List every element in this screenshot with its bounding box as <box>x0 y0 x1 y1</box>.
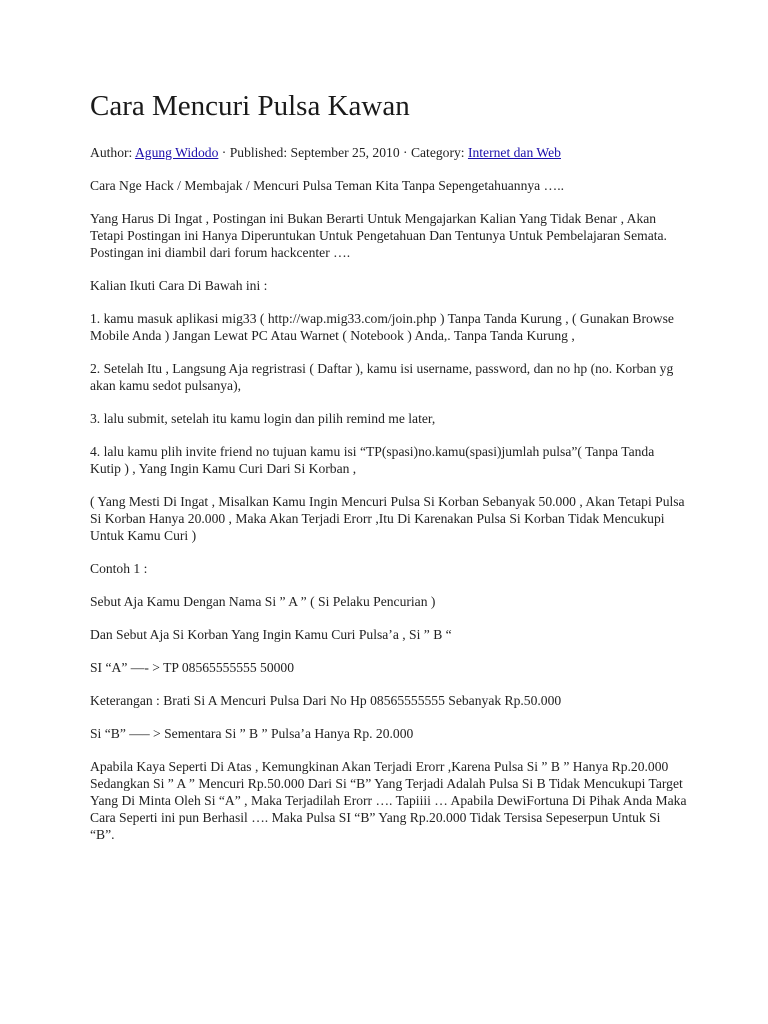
paragraph-conclusion: Apabila Kaya Seperti Di Atas , Kemungkinan Akan Terjadi Erorr ,Karena Pulsa Si ” B ” Hanya Rp.20.000 Sedangkan Si ” A ” Mencuri Rp.50.000 Dari Si “B” Yang Terjadi Adalah Pulsa Si B Tidak Mencukupi Target Yang Di Minta Oleh Si “A” , Maka Terjadilah Erorr …. Tapiiii … Apabila DewiFortuna Di Pihak Anda Maka Cara Seperti ini pun Berhasil …. Maka Pulsa SI “B” Yang Rp.20.000 Tidak Tersisa Sepeserpun Untuk Si “B”. <box>90 759 687 842</box>
article-body <box>90 177 688 843</box>
paragraph-disclaimer: Yang Harus Di Ingat , Postingan ini Bukan Berarti Untuk Mengajarkan Kalian Yang Tidak Benar , Akan Tetapi Postingan ini Hanya Diperuntukan Untuk Pengetahuan Dan Tentunya Untuk Pembelajaran Semata. Postingan ini diambil dari forum hackcenter …. <box>90 211 667 260</box>
published-info: · Published: September 25, 2010 · Category: <box>221 145 465 160</box>
paragraph-note: ( Yang Mesti Di Ingat , Misalkan Kamu Ingin Mencuri Pulsa Si Korban Sebanyak 50.000 , Akan Tetapi Pulsa Si Korban Hanya 20.000 , Maka Akan Terjadi Erorr ,Itu Di Karenakan Pulsa Si Korban Tidak Mencukupi Untuk Kamu Curi ) <box>90 494 685 543</box>
paragraph-example-heading: Contoh 1 : <box>90 561 148 576</box>
author-label: Author: <box>90 145 133 160</box>
paragraph-step-4: 4. lalu kamu plih invite friend no tujuan kamu isi “TP(spasi)no.kamu(spasi)jumlah pulsa”( Tanpa Tanda Kutip ) , Yang Ingin Kamu Curi Dari Si Korban , <box>90 444 655 476</box>
paragraph-step-2: 2. Setelah Itu , Langsung Aja regristrasi ( Daftar ), kamu isi username, password, dan no hp (no. Korban yg akan kamu sedot pulsanya), <box>90 361 674 393</box>
paragraph-step-1: 1. kamu masuk aplikasi mig33 ( http://wap.mig33.com/join.php ) Tanpa Tanda Kurung , ( Gunakan Browse Mobile Anda ) Jangan Lewat PC Atau Warnet ( Notebook ) Anda,. Tanpa Tanda Kurung , <box>90 311 674 343</box>
paragraph-steps-intro: Kalian Ikuti Cara Di Bawah ini : <box>90 278 268 293</box>
paragraph-example-b: Dan Sebut Aja Si Korban Yang Ingin Kamu Curi Pulsa’a , Si ” B “ <box>90 627 452 642</box>
paragraph-intro: Cara Nge Hack / Membajak / Mencuri Pulsa Teman Kita Tanpa Sepengetahuannya ….. <box>90 178 564 193</box>
article-title: Cara Mencuri Pulsa Kawan <box>90 90 410 122</box>
paragraph-step-3: 3. lalu submit, setelah itu kamu login dan pilih remind me later, <box>90 411 436 426</box>
paragraph-victim-balance: Si “B” —– > Sementara Si ” B ” Pulsa’a Hanya Rp. 20.000 <box>90 726 414 741</box>
author-link[interactable]: Agung Widodo <box>134 145 219 160</box>
paragraph-example-a: Sebut Aja Kamu Dengan Nama Si ” A ” ( Si Pelaku Pencurian ) <box>90 594 436 609</box>
article-meta <box>90 144 688 162</box>
category-link[interactable]: Internet dan Web <box>467 145 561 160</box>
paragraph-example-command: SI “A” —- > TP 08565555555 50000 <box>90 660 295 675</box>
paragraph-explanation: Keterangan : Brati Si A Mencuri Pulsa Dari No Hp 08565555555 Sebanyak Rp.50.000 <box>90 693 562 708</box>
